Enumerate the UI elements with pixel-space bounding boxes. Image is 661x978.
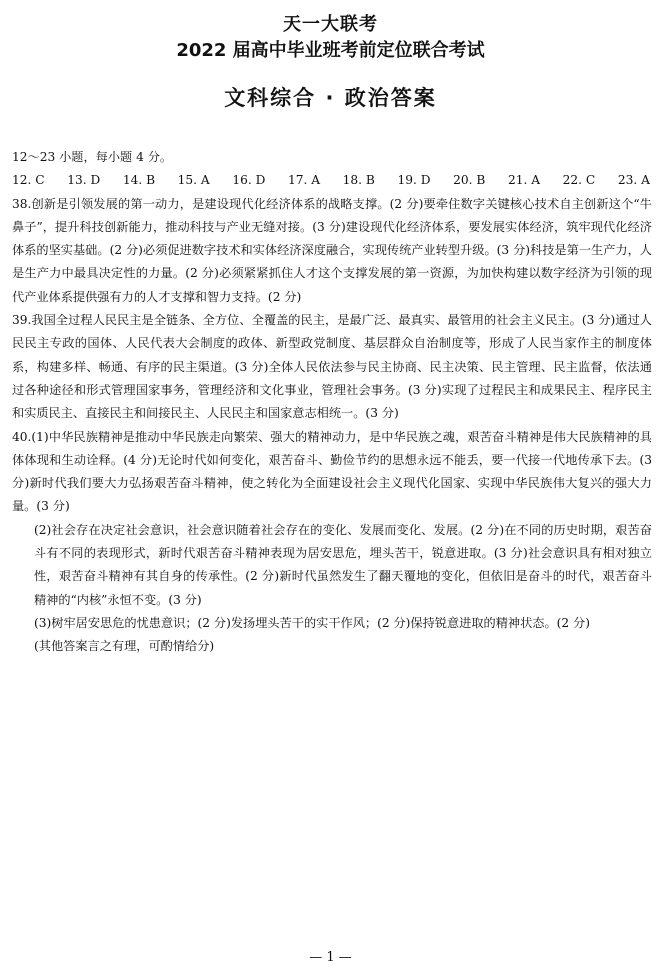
choice-answer-23: 23. A bbox=[617, 173, 650, 188]
choice-answer-15: 15. A bbox=[177, 173, 210, 188]
choice-answer-14: 14. B bbox=[122, 173, 156, 188]
choice-answer-18: 18. B bbox=[342, 173, 375, 188]
question-40-part-4: (其他答案言之有理，可酌情给分) bbox=[34, 639, 215, 654]
multiple-choice-note: 12～23 小题，每小题 4 分。 bbox=[12, 150, 173, 164]
question-39-answer bbox=[12, 309, 652, 425]
question-38-number: 38. bbox=[12, 196, 32, 211]
question-40-part-3: (3)树牢居安思危的忧患意识；(2 分)发扬埋头苦干的实干作风；(2 分)保持锐意进取的精神状态。(2 分) bbox=[34, 615, 590, 630]
question-38-text: 创新是引领发展的第一动力，是建设现代化经济体系的战略支撑。(2 分)要牵住数字关键核心技术自主创新这个“牛鼻子”，提升科技创新能力，推动科技与产业无缝对接。(3 分)建设现代化经济体系，要发展实体经济，筑牢现代化经济体系的坚实基础。(2 分)必须促进数字技术和实体经济深度融合，实现传统产业转型升级。(3 分)科技是第一生产力，人是生产力中最具决定性的力量。(2 分)必须紧紧抓住人才这个支撑发展的第一资源，为加快构建以数字经济为引领的现代产业体系提供强有力的人才支撑和智力支持。(2 分) bbox=[12, 196, 652, 304]
choice-answer-19: 19. D bbox=[397, 173, 431, 188]
multiple-choice-answers bbox=[12, 169, 652, 192]
answer-content bbox=[12, 146, 652, 659]
question-40-part-2: (2)社会存在决定社会意识，社会意识随着社会存在的变化、发展而变化、发展。(2 分)在不同的历史时期，艰苦奋斗有不同的表现形式，新时代艰苦奋斗精神表现为居安思危，埋头苦干，锐意进取。(3 分)社会意识具有相对独立性，艰苦奋斗精神有其自身的传承性。(2 分)新时代虽然发生了翻天覆地的变化，但依旧是奋斗的时代，艰苦奋斗精神的“内核”永恒不变。(3 分) bbox=[34, 522, 652, 607]
subject-answer-title: 文科综合 · 政治答案 bbox=[224, 86, 437, 110]
question-40-answer bbox=[12, 426, 652, 519]
choice-answer-21: 21. A bbox=[507, 173, 541, 188]
choice-answer-17: 17. A bbox=[287, 173, 321, 188]
question-40-number: 40. bbox=[12, 429, 32, 444]
question-40-part-1: (1)中华民族精神是推动中华民族走向繁荣、强大的精神动力，是中华民族之魂，艰苦奋斗精神是伟大民族精神的具体体现和生动诠释。(4 分)无论时代如何变化，艰苦奋斗、勤俭节约的思想永远不能丢，要一代接一代地传承下去。(3 分)新时代我们要大力弘扬艰苦奋斗精神，使之转化为全面建设社会主义现代化国家、实现中华民族伟大复兴的强大力量。(3 分) bbox=[12, 429, 652, 514]
choice-answer-20: 20. B bbox=[453, 173, 486, 188]
question-39-number: 39. bbox=[12, 313, 32, 328]
page-number: — 1 — bbox=[309, 950, 352, 965]
choice-answer-13: 13. D bbox=[67, 173, 101, 188]
question-38-answer bbox=[12, 193, 652, 309]
exam-name-title: 2022 届高中毕业班考前定位联合考试 bbox=[176, 40, 485, 61]
question-39-text: 我国全过程人民民主是全链条、全方位、全覆盖的民主，是最广泛、最真实、最管用的社会主义民主。(3 分)通过人民民主专政的国体、人民代表大会制度的政体、新型政党制度、基层群众自治制度等，形成了人民当家作主的制度体系，构建多样、畅通、有序的民主渠道。(3 分)全体人民依法参与民主协商、民主决策、民主管理、民主监督，依法通过各种途径和形式管理国家事务，管理经济和文化事业，管理社会事务。(3 分)实现了过程民主和成果民主、程序民主和实质民主、直接民主和间接民主、人民民主和国家意志相统一。(3 分) bbox=[12, 313, 652, 421]
choice-answer-12: 12. C bbox=[12, 173, 45, 188]
choice-answer-16: 16. D bbox=[232, 173, 266, 188]
choice-answer-22: 22. C bbox=[562, 173, 596, 188]
exam-organizer-title: 天一大联考 bbox=[283, 14, 378, 35]
